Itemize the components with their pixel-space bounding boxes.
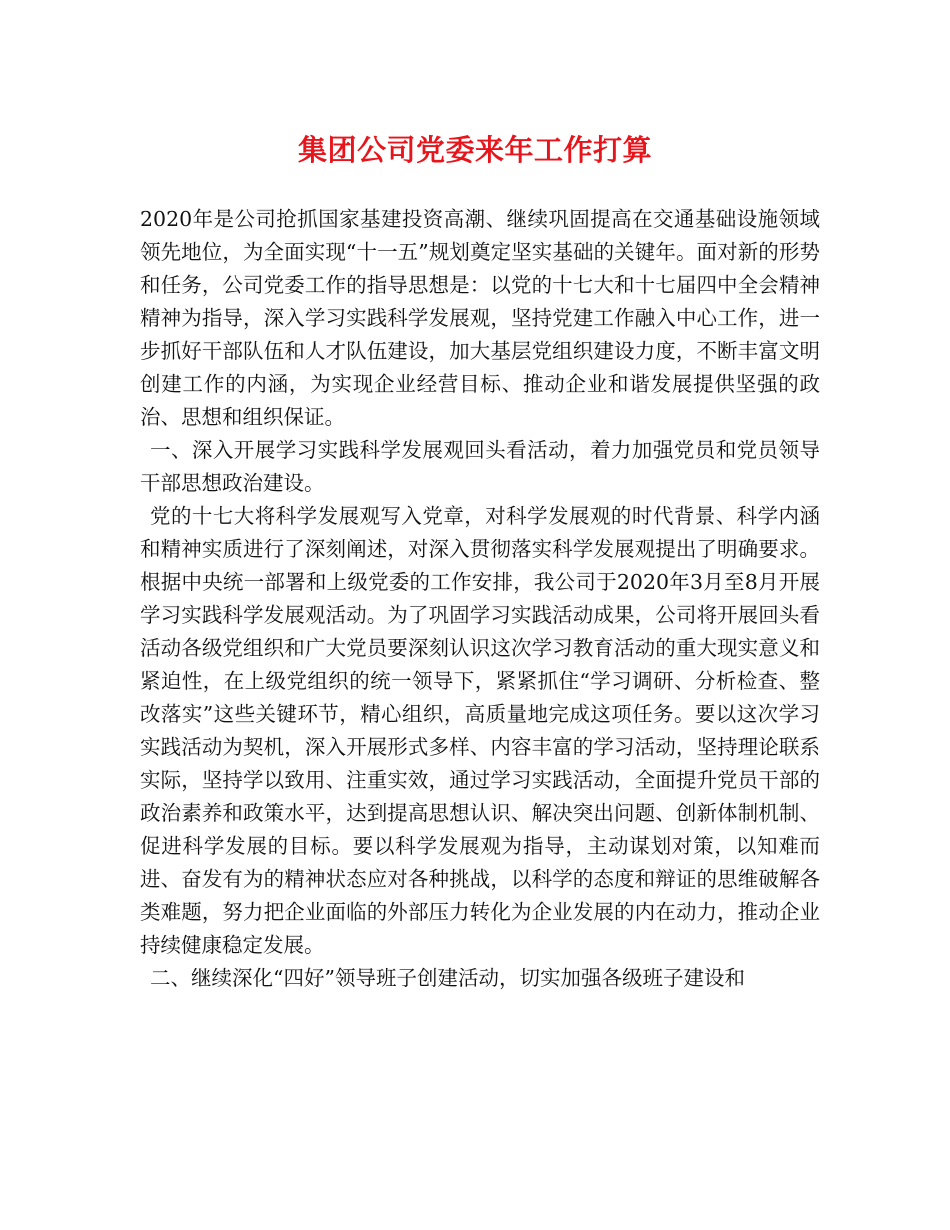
intro-paragraph: 2020年是公司抢抓国家基建投资高潮、继续巩固提高在交通基础设施领域领先地位，为全面实现“十一五”规划奠定坚实基础的关键年。面对新的形势和任务，公司党委工作的指导思想是：以党的十七大和十七届四中全会精神精神为指导，深入学习实践科学发展观，坚持党建工作融入中心工作，进一步抓好干部队伍和人才队伍建设，加大基层党组织建设力度，不断丰富文明创建工作的内涵，为实现企业经营目标、推动企业和谐发展提供坚强的政治、思想和组织保证。	[140, 207, 820, 429]
document-body	[140, 203, 820, 995]
section-heading-2: 二、继续深化“四好”领导班子创建活动，切实加强各级班子建设和	[150, 966, 745, 990]
document-title: 集团公司党委来年工作打算	[297, 133, 652, 167]
section-heading-1: 一、深入开展学习实践科学发展观回头看活动，着力加强党员和党员领导干部思想政治建设。	[140, 438, 820, 495]
section-1-paragraph: 党的十七大将科学发展观写入党章，对科学发展观的时代背景、科学内涵和精神实质进行了深刻阐述，对深入贯彻落实科学发展观提出了明确要求。根据中央统一部署和上级党委的工作安排，我公司于2020年3月至8月开展学习实践科学发展观活动。为了巩固学习实践活动成果，公司将开展回头看活动各级党组织和广大党员要深刻认识这次学习教育活动的重大现实意义和紧迫性，在上级党组织的统一领导下，紧紧抓住“学习调研、分析检查、整改落实”这些关键环节，精心组织，高质量地完成这项任务。要以这次学习实践活动为契机，深入开展形式多样、内容丰富的学习活动，坚持理论联系实际，坚持学以致用、注重实效，通过学习实践活动，全面提升党员干部的政治素养和政策水平，达到提高思想认识、解决突出问题、创新体制机制、促进科学发展的目标。要以科学发展观为指导，主动谋划对策，以知难而进、奋发有为的精神状态应对各种挑战，以科学的态度和辩证的思维破解各类难题，努力把企业面临的外部压力转化为企业发展的内在动力，推动企业持续健康稳定发展。	[140, 504, 820, 957]
